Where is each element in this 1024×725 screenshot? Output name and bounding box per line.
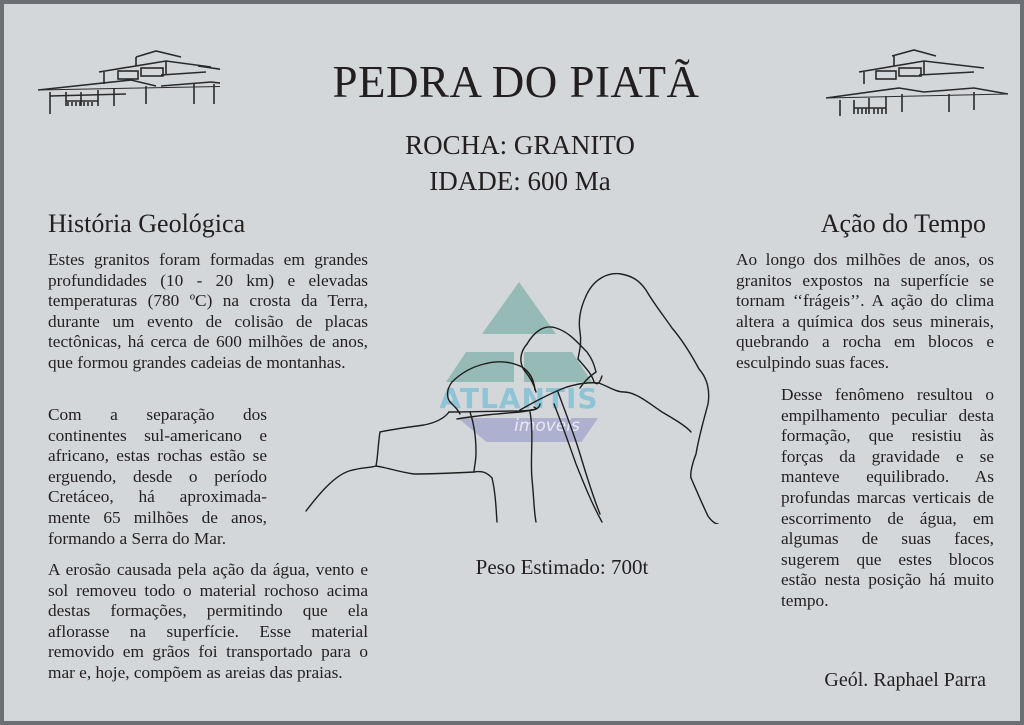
- geological-history-paragraph-2: Com a separação dos continentes sul-americano e africano, estas rochas estão se erguendo, desde o período Cretáceo, há aproximada-mente 65 milhões de anos, formando a Serra do Mar.: [48, 405, 267, 548]
- watermark-subtitle-text: imoveis: [514, 416, 580, 436]
- weathering-heading: Ação do Tempo: [820, 209, 986, 238]
- estimated-weight-label: Peso Estimado: 700t: [475, 555, 649, 579]
- rock-type-label: ROCHA: GRANITO: [405, 130, 635, 160]
- author-signature: Geól. Raphael Parra: [824, 669, 986, 691]
- geological-history-heading: História Geológica: [48, 209, 246, 238]
- watermark-brand-text: ATLANTIS: [439, 382, 599, 415]
- rock-formation-outline-icon: [294, 264, 724, 524]
- page-title: PEDRA DO PIATÃ: [332, 57, 700, 107]
- age-label: IDADE: 600 Ma: [429, 166, 611, 196]
- weathering-paragraph-1: Ao longo dos milhões de anos, os granitos expostos na superfície se tornam ‘‘frágeis’’. A ação do clima altera a química dos seus minerais, quebrando a rocha em blocos e esculpindo suas faces.: [736, 250, 994, 372]
- geological-history-paragraph-3: A erosão causada pela ação da água, vento e sol removeu todo o material rochoso acima destas formações, permitindo que ela aflorasse na superfície. Esse material removido em grãos foi transportado para o mar e, hoje, compõem as areias das praias.: [48, 560, 368, 682]
- weathering-paragraph-2: Desse fenômeno resultou o empilhamento peculiar desta formação, que resistiu às forças da gravidade e se manteve equilibrado. As profundas marcas verticais de escorrimento de água, em algumas de suas faces, sugerem que estes blocos estão nesta posição há muito tempo.: [781, 385, 994, 610]
- geological-history-paragraph-1: Estes granitos foram formadas em grandes profundidades (10 - 20 km) e elevadas temperaturas (780 ºC) na crosta da Terra, durante um evento de colisão de placas tectônicas, há cerca de 600 milhões de anos, que formou grandes cadeias de montanhas.: [48, 250, 368, 372]
